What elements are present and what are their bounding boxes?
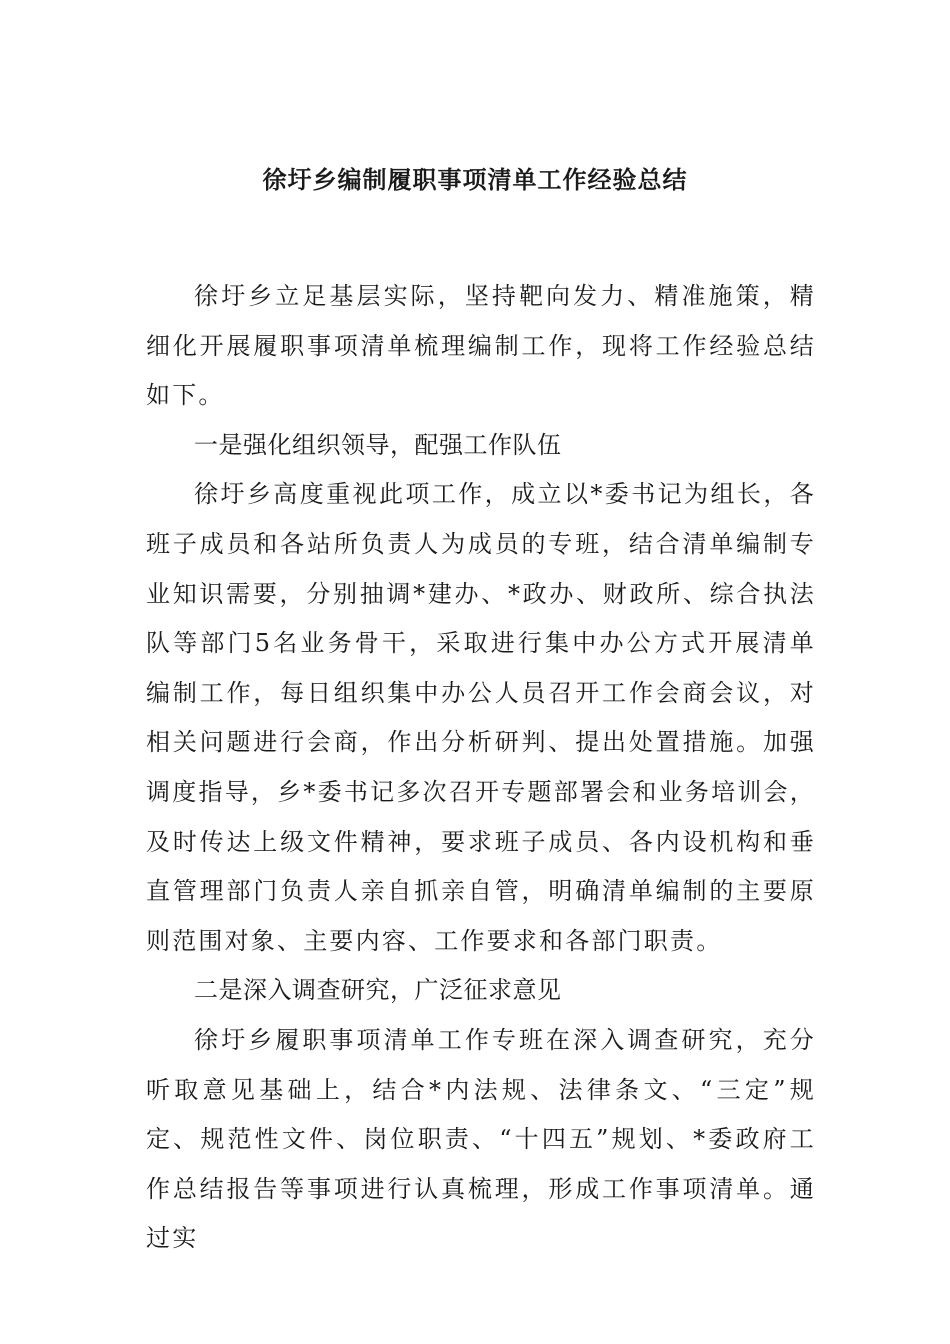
- section-heading-2: 二是深入调查研究，广泛征求意见: [194, 976, 562, 1005]
- section-2-paragraph: 徐圩乡履职事项清单工作专班在深入调查研究，充分听取意见基础上，结合*内法规、法律条文、“三定”规定、规范性文件、岗位职责、“十四五”规划、*委政府工作总结报告等事项进行认真梳理，形成工作事项清单。通过实: [146, 1025, 816, 1253]
- section-1-paragraph: 徐圩乡高度重视此项工作，成立以*委书记为组长，各班子成员和各站所负责人为成员的专班，结合清单编制专业知识需要，分别抽调*建办、*政办、财政所、综合执法队等部门5名业务骨干，采取进行集中办公方式开展清单编制工作，每日组织集中办公人员召开工作会商会议，对相关问题进行会商，作出分析研判、提出处置措施。加强调度指导，乡*委书记多次召开专题部署会和业务培训会，及时传达上级文件精神，要求班子成员、各内设机构和垂直管理部门负责人亲自抓亲自管，明确清单编制的主要原则范围对象、主要内容、工作要求和各部门职责。: [146, 480, 816, 955]
- document-body: [146, 272, 816, 1264]
- section-heading-1: 一是强化组织领导，配强工作队伍: [194, 430, 562, 459]
- document-title: 徐圩乡编制履职事项清单工作经验总结: [262, 166, 688, 194]
- intro-paragraph: 徐圩乡立足基层实际，坚持靶向发力、精准施策，精细化开展履职事项清单梳理编制工作，现将工作经验总结如下。: [146, 282, 816, 410]
